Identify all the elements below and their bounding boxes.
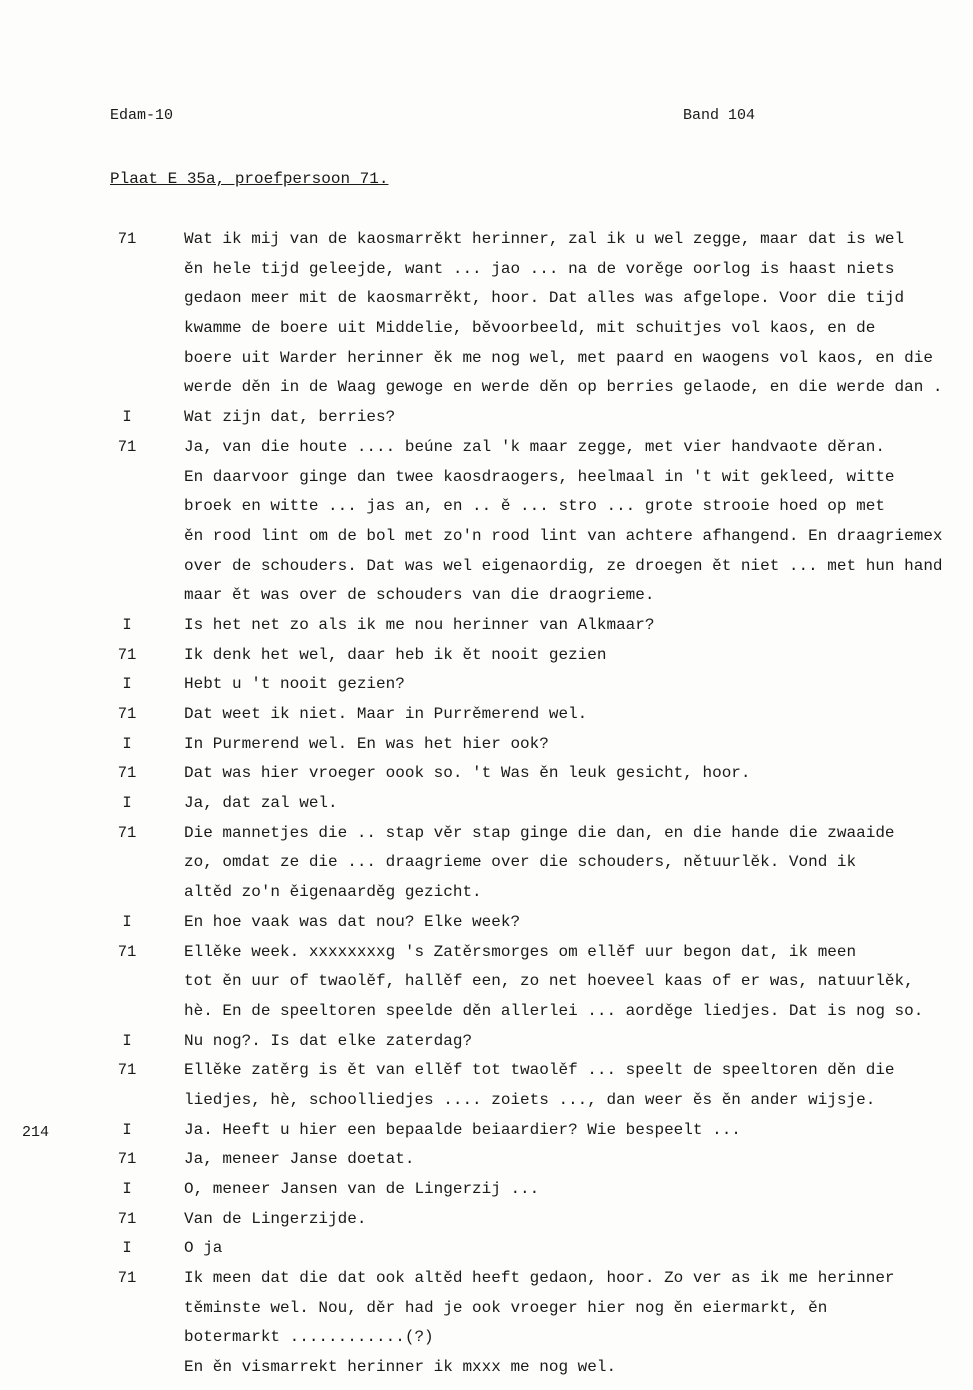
speaker-label: 71 — [117, 1061, 137, 1080]
transcript-line — [0, 1323, 973, 1353]
transcript-line — [0, 1264, 973, 1294]
transcript-line — [0, 433, 973, 463]
line-text: broek en witte ... jas an, en .. ě ... stro ... grote strooie hoed op met — [184, 497, 885, 516]
line-text: Ja. Heeft u hier een bepaalde beiaardier? Wie bespeelt ... — [184, 1120, 741, 1139]
line-text: In Purmerend wel. En was het hier ook? — [184, 734, 549, 753]
line-text: těminste wel. Nou, děr had je ook vroeger hier nog ěn eiermarkt, ěn — [184, 1298, 828, 1317]
transcript-line — [0, 1234, 973, 1264]
transcript-line — [0, 641, 973, 671]
speaker-label: 71 — [117, 764, 137, 783]
line-text: Ellěke zatěrg is ět van ellěf tot twaolěf ... speelt de speeltoren děn die — [184, 1061, 895, 1080]
transcript-line — [0, 344, 973, 374]
transcript-line — [0, 819, 973, 849]
line-text: Ja, dat zal wel. — [184, 794, 338, 813]
transcript-line — [0, 314, 973, 344]
line-text: over de schouders. Dat was wel eigenaordig, ze droegen ět niet ... met hun hand — [184, 556, 943, 575]
transcript-line — [0, 1027, 973, 1057]
transcript-line — [0, 373, 973, 403]
transcript-line — [0, 938, 973, 968]
transcript-line — [0, 670, 973, 700]
line-text: Die mannetjes die .. stap věr stap ginge die dan, en die hande die zwaaide — [184, 823, 895, 842]
transcript-line — [0, 611, 973, 641]
line-text: Is het net zo als ik me nou herinner van Alkmaar? — [184, 615, 655, 634]
speaker-label: 71 — [117, 1150, 137, 1169]
speaker-label: 71 — [117, 437, 137, 456]
speaker-label: 71 — [117, 705, 137, 723]
transcript-line — [0, 284, 973, 314]
transcript-line — [0, 492, 973, 522]
line-text: hè. En de speeltoren speelde děn allerlei ... aorděge liedjes. Dat is nog so. — [184, 1001, 924, 1020]
transcript-line — [0, 255, 973, 285]
transcript-line — [0, 463, 973, 493]
line-text: kwamme de boere uit Middelie, běvoorbeeld, mit schuitjes vol kaos, en de — [184, 319, 876, 338]
transcript-line — [0, 1353, 973, 1383]
transcript-line — [0, 1086, 973, 1116]
speaker-label: I — [122, 1031, 132, 1050]
line-text: Dat was hier vroeger oook so. 't Was ěn leuk gesicht, hoor. — [184, 764, 751, 783]
line-text: ěn rood lint om de bol met zo'n rood lint van achtere afhangend. En draagriemex — [184, 526, 943, 545]
line-text: tot ěn uur of twaolěf, hallěf een, zo net hoeveel kaas of er was, natuurlěk, — [184, 972, 914, 991]
transcript-line — [0, 403, 973, 433]
speaker-label: I — [122, 794, 132, 813]
transcript-line — [0, 878, 973, 908]
line-text: Ik meen dat die dat ook altěd heeft gedaon, hoor. Zo ver as ik me herinner — [184, 1269, 895, 1288]
transcript-line — [0, 1116, 973, 1146]
line-text: Ellěke week. xxxxxxxxg 's Zatěrsmorges om ellěf uur begon dat, ik meen — [184, 942, 857, 961]
line-text: Wat zijn dat, berries? — [184, 408, 396, 427]
line-text: Ja, van die houte .... beúne zal 'k maar zegge, met vier handvaote děran. — [184, 437, 885, 456]
transcript-line — [0, 967, 973, 997]
transcript-line — [0, 1145, 973, 1175]
line-text: zo, omdat ze die ... draagrieme over die schouders, nětuurlěk. Vond ik — [184, 853, 857, 872]
speaker-label: I — [122, 1239, 132, 1258]
speaker-label: I — [122, 615, 132, 634]
speaker-label: 71 — [117, 823, 137, 842]
line-text: ěn hele tijd geleejde, want ... jao ... na de vorěge oorlog is haast niets — [184, 259, 895, 278]
line-text: Ja, meneer Janse doetat. — [184, 1150, 415, 1169]
speaker-label: I — [122, 1120, 132, 1139]
line-text: botermarkt ............(?) — [184, 1328, 434, 1347]
line-text: En hoe vaak was dat nou? Elke week? — [184, 912, 521, 931]
transcript-line — [0, 1056, 973, 1086]
line-text: boere uit Warder herinner ěk me nog wel, met paard en waogens vol kaos, en die — [184, 348, 933, 367]
speaker-label: 71 — [117, 230, 137, 248]
line-text: altěd zo'n ěigenaarděg gezicht. — [184, 883, 482, 902]
transcript-line — [0, 789, 973, 819]
transcript-line — [0, 1205, 973, 1235]
line-text: gedaon meer mit de kaosmarrěkt, hoor. Dat alles was afgelope. Voor die tijd — [184, 289, 905, 308]
transcript-line — [0, 1175, 973, 1205]
line-text: Dat weet ik niet. Maar in Purrěmerend wel. — [184, 705, 588, 723]
speaker-label: 71 — [117, 1269, 137, 1288]
line-text: werde děn in de Waag gewoge en werde děn op berries gelaode, en die werde dan . — [184, 378, 943, 397]
line-text: liedjes, hè, schoolliedjes .... zoiets ..., dan weer ěs ěn ander wijsje. — [184, 1090, 876, 1109]
margin-page-number: 214 — [22, 1124, 50, 1141]
header-right: Band 104 — [683, 107, 756, 124]
transcript-line — [0, 848, 973, 878]
speaker-label: 71 — [117, 645, 137, 664]
header-left: Edam-10 — [110, 107, 174, 124]
transcript-line — [0, 552, 973, 582]
line-text: maar ět was over de schouders van die draogrieme. — [184, 586, 655, 605]
line-text: Hebt u 't nooit gezien? — [184, 675, 405, 694]
speaker-label: I — [122, 675, 132, 694]
document-subtitle: Plaat E 35a, proefpersoon 71. — [110, 170, 389, 188]
line-text: Nu nog?. Is dat elke zaterdag? — [184, 1031, 473, 1050]
speaker-label: 71 — [117, 942, 137, 961]
line-text: En ěn vismarrekt herinner ik mxxx me nog wel. — [184, 1358, 617, 1377]
speaker-label: I — [122, 408, 132, 427]
line-text: Van de Lingerzijde. — [184, 1209, 367, 1228]
speaker-label: I — [122, 912, 132, 931]
line-text: O, meneer Jansen van de Lingerzij ... — [184, 1180, 540, 1198]
line-text: Ik denk het wel, daar heb ik ět nooit gezien — [184, 645, 607, 664]
speaker-label: I — [122, 734, 132, 753]
transcript-line — [0, 908, 973, 938]
speaker-label: 71 — [117, 1209, 137, 1228]
speaker-label: I — [122, 1180, 132, 1198]
transcript-line — [0, 730, 973, 760]
transcript-line — [0, 522, 973, 552]
transcript-line — [0, 700, 973, 730]
transcript-line — [0, 225, 973, 255]
transcript-line — [0, 759, 973, 789]
line-text: Wat ik mij van de kaosmarrěkt herinner, zal ik u wel zegge, maar dat is wel — [184, 230, 905, 248]
transcript-line — [0, 997, 973, 1027]
line-text: O ja — [184, 1239, 223, 1258]
transcript-lines — [0, 225, 973, 1383]
transcript-line — [0, 581, 973, 611]
transcript-line — [0, 1294, 973, 1324]
line-text: En daarvoor ginge dan twee kaosdraogers, heelmaal in 't wit gekleed, witte — [184, 467, 895, 486]
